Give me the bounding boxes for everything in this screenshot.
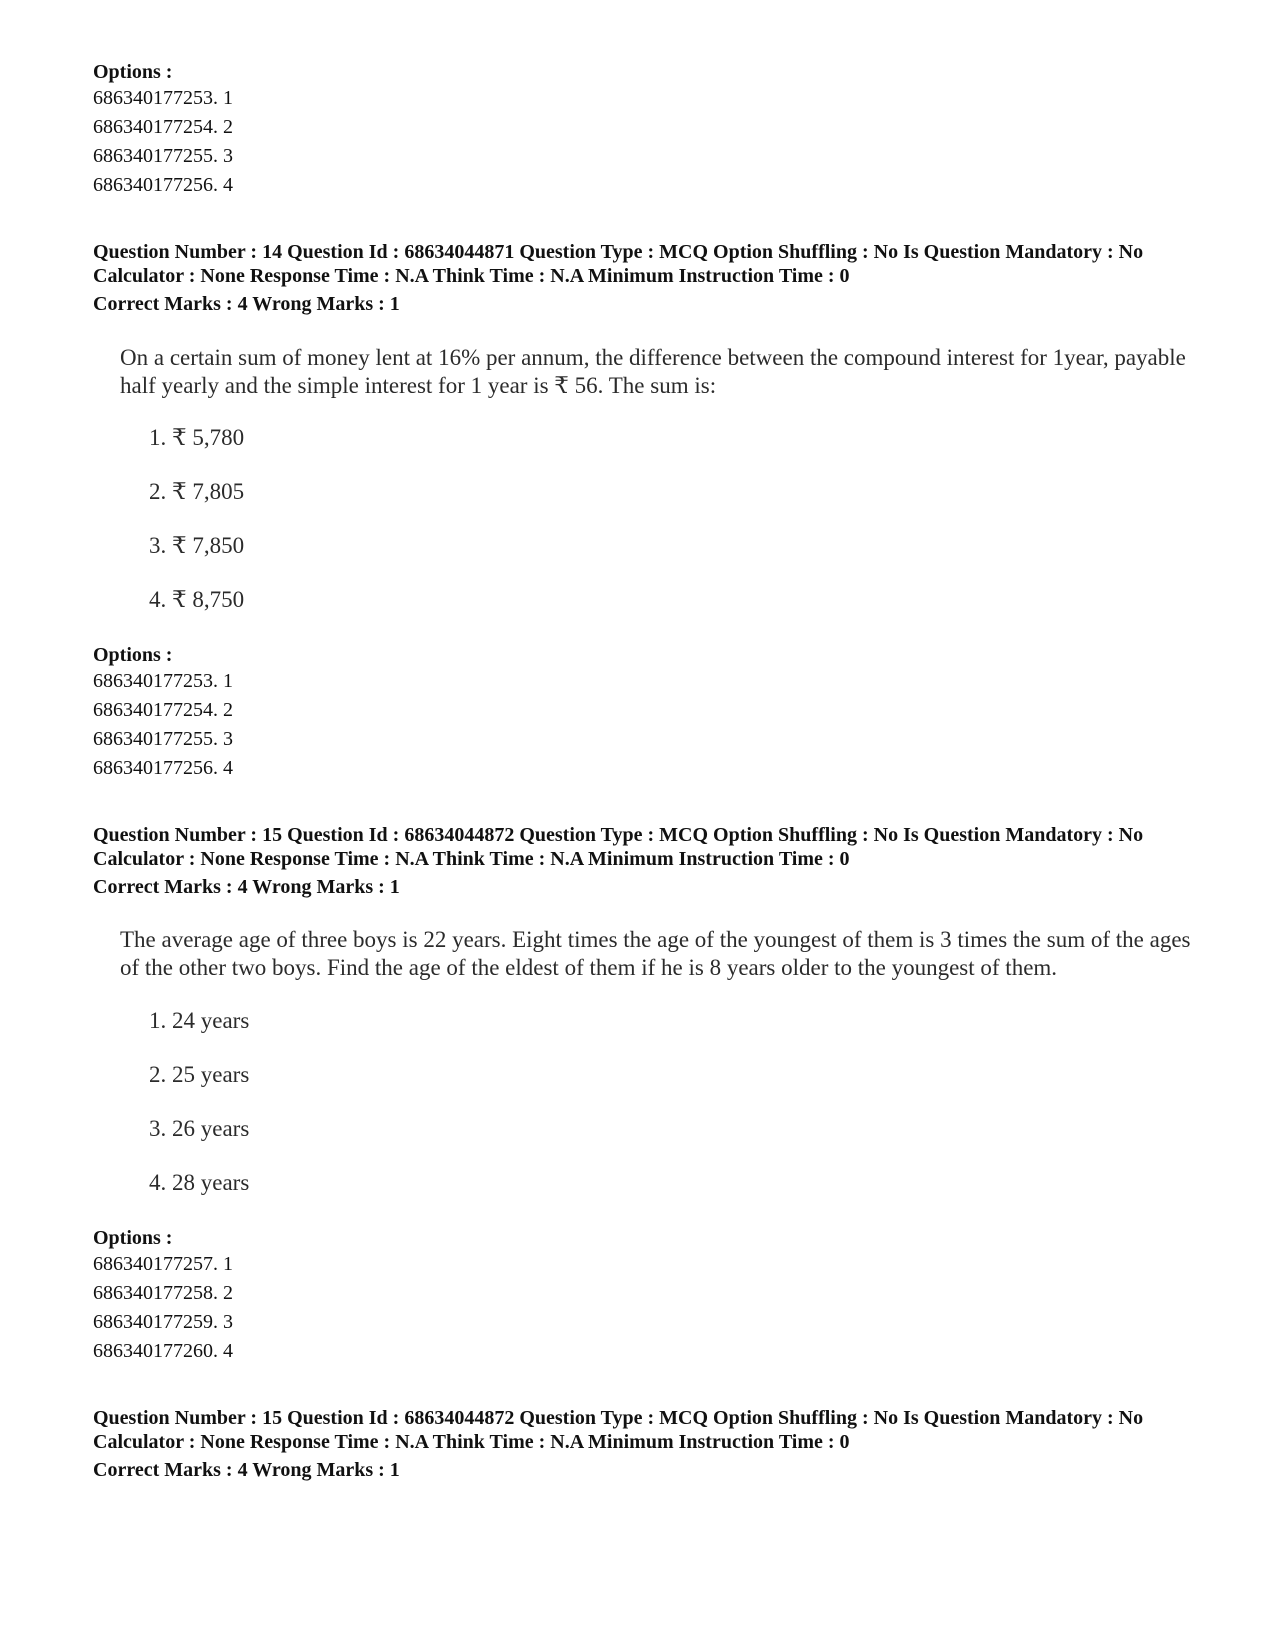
question-marks: Correct Marks : 4 Wrong Marks : 1 bbox=[93, 1459, 400, 1481]
options-label: Options : bbox=[93, 1227, 173, 1249]
answer-choice: 1. 24 years bbox=[149, 1008, 250, 1033]
options-list bbox=[93, 84, 233, 200]
question-header: Question Number : 15 Question Id : 68634044872 Question Type : MCQ Option Shuffling : No Is Question Mandatory : No Calculator : None Response Time : N.A Think Time : N.A Minimum Instruction Time : 0 bbox=[93, 824, 1144, 870]
option-item: 686340177254. 2 bbox=[93, 699, 233, 721]
option-item: 686340177253. 1 bbox=[93, 670, 233, 692]
answer-choice: 4. 28 years bbox=[149, 1170, 250, 1195]
answer-choice: 1. ₹ 5,780 bbox=[149, 425, 245, 450]
option-item: 686340177258. 2 bbox=[93, 1282, 233, 1304]
answer-choice: 2. 25 years bbox=[149, 1062, 250, 1087]
question-marks: Correct Marks : 4 Wrong Marks : 1 bbox=[93, 293, 400, 315]
question-header: Question Number : 15 Question Id : 68634044872 Question Type : MCQ Option Shuffling : No Is Question Mandatory : No Calculator : None Response Time : N.A Think Time : N.A Minimum Instruction Time : 0 bbox=[93, 1407, 1144, 1453]
options-list bbox=[93, 667, 233, 783]
option-item: 686340177256. 4 bbox=[93, 757, 233, 779]
option-item: 686340177255. 3 bbox=[93, 728, 233, 750]
option-item: 686340177259. 3 bbox=[93, 1311, 233, 1333]
answer-choice: 2. ₹ 7,805 bbox=[149, 479, 245, 504]
question-marks: Correct Marks : 4 Wrong Marks : 1 bbox=[93, 876, 400, 898]
option-item: 686340177257. 1 bbox=[93, 1253, 233, 1275]
answer-choice: 3. ₹ 7,850 bbox=[149, 533, 245, 558]
question-header: Question Number : 14 Question Id : 68634044871 Question Type : MCQ Option Shuffling : No Is Question Mandatory : No Calculator : None Response Time : N.A Think Time : N.A Minimum Instruction Time : 0 bbox=[93, 241, 1144, 287]
option-item: 686340177253. 1 bbox=[93, 87, 233, 109]
answer-choice: 4. ₹ 8,750 bbox=[149, 587, 245, 612]
option-item: 686340177260. 4 bbox=[93, 1340, 233, 1362]
answer-choice: 3. 26 years bbox=[149, 1116, 250, 1141]
options-label: Options : bbox=[93, 61, 173, 83]
question-text: The average age of three boys is 22 years. Eight times the age of the youngest of them is 3 times the sum of the ages of the other two boys. Find the age of the eldest of them if he is 8 years older to the youngest of them. bbox=[120, 927, 1191, 980]
options-list bbox=[93, 1250, 233, 1366]
option-item: 686340177254. 2 bbox=[93, 116, 233, 138]
option-item: 686340177256. 4 bbox=[93, 174, 233, 196]
question-text: On a certain sum of money lent at 16% per annum, the difference between the compound interest for 1year, payable half yearly and the simple interest for 1 year is ₹ 56. The sum is: bbox=[120, 345, 1186, 398]
option-item: 686340177255. 3 bbox=[93, 145, 233, 167]
options-label: Options : bbox=[93, 644, 173, 666]
